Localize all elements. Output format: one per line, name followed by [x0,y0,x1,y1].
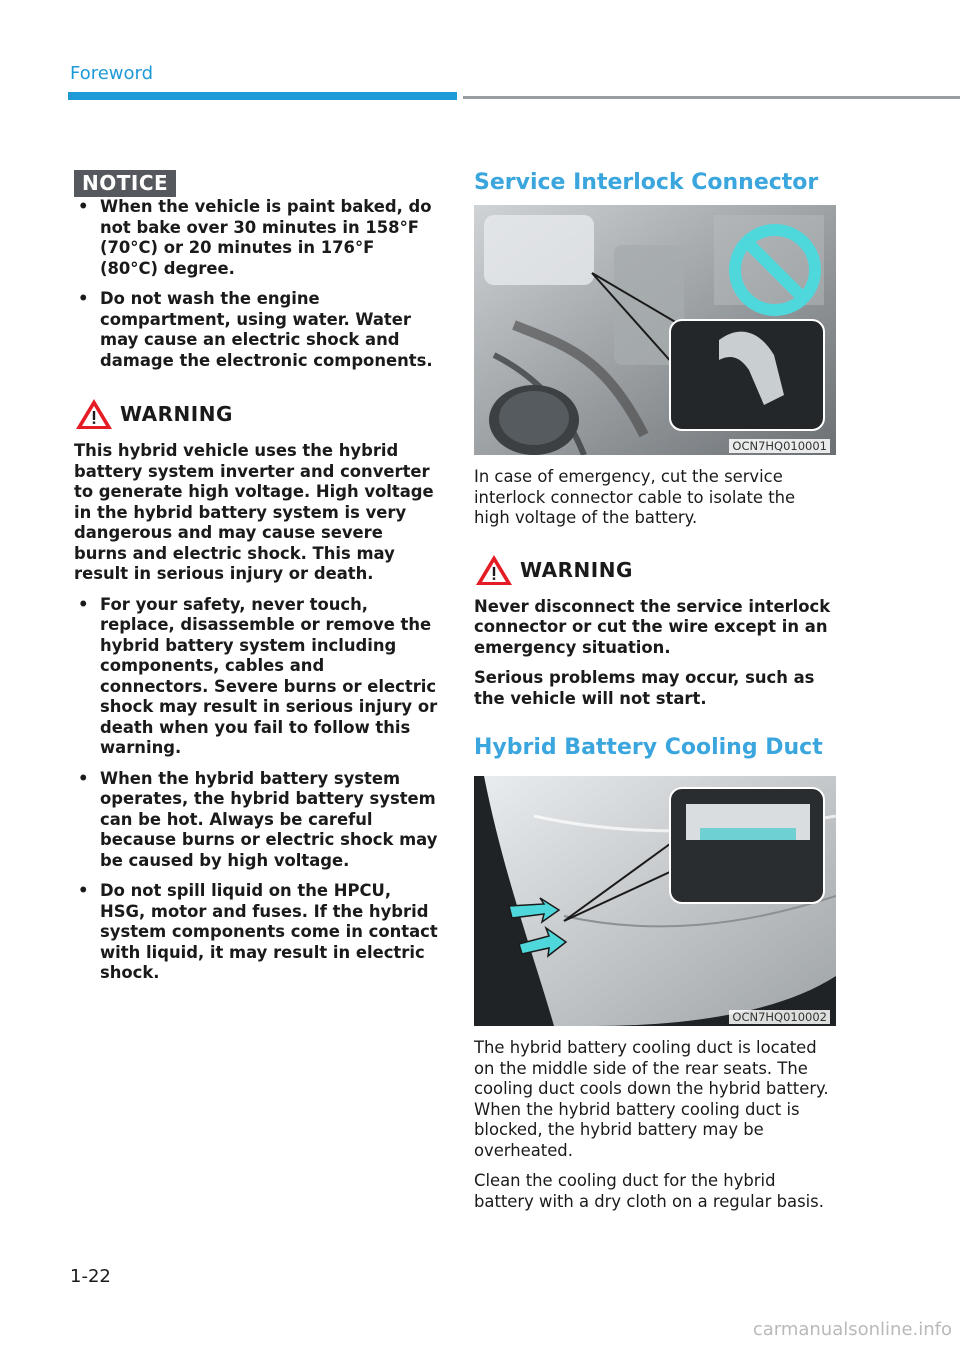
right-column [474,170,836,1222]
section-label: Foreword [70,63,154,84]
list-item: • When the vehicle is paint baked, do not bake over 30 minutes in 158°F (70°C) or 20 minutes in 176°F (80°C) degree. [78,197,432,278]
warning-triangle-icon [74,397,114,431]
figure-caption: OCN7HQ010001 [729,439,830,453]
warning-intro: This hybrid vehicle uses the hybrid battery system inverter and converter to generate high voltage. High voltage in the hybrid battery system is very dangerous and may cause severe burns and electric shock. This may result in serious injury or death. [74,441,434,583]
warning-triangle-icon [474,553,514,587]
notice-label: NOTICE [74,170,176,197]
figure-caption: OCN7HQ010002 [729,1010,830,1024]
warning-list [74,595,438,984]
warning-heading [474,553,836,587]
interlock-body: In case of emergency, cut the service interlock connector cable to isolate the high voltage of the battery. [474,467,796,527]
interlock-figure [474,205,836,455]
prohibited-icon [728,223,822,317]
header-bar-blue [68,92,457,100]
cooling-figure [474,776,836,1026]
warning-para: Serious problems may occur, such as the vehicle will not start. [474,668,815,708]
header-bar-gray [463,96,960,99]
page-number: 1-22 [70,1266,111,1287]
list-item: • Do not spill liquid on the HPCU, HSG, motor and fuses. If the hybrid system components come in contact with liquid, it may result in electric shock. [78,881,438,982]
warning-title: WARNING [120,402,233,426]
cooling-body: The hybrid battery cooling duct is located on the middle side of the rear seats. The cooling duct cools down the hybrid battery. When the hybrid battery cooling duct is blocked, the hybrid battery may be overheated. [474,1038,829,1160]
airflow-arrow-icon [504,896,574,966]
warning-heading [74,397,438,431]
interlock-title: Service Interlock Connector [474,170,819,195]
left-column [74,170,438,994]
list-item: • Do not wash the engine compartment, using water. Water may cause an electric shock and damage the electronic components. [78,289,433,370]
list-item: • When the hybrid battery system operates, the hybrid battery system can be hot. Always be careful because burns or electric shock may be caused by high voltage. [78,768,438,870]
warning-para: Never disconnect the service interlock connector or cut the wire except in an emergency situation. [474,596,831,657]
cooling-body: Clean the cooling duct for the hybrid battery with a dry cloth on a regular basis. [474,1171,824,1211]
warning-title: WARNING [520,557,633,582]
watermark: carmanualsonline.info [752,1319,952,1340]
list-item: • For your safety, never touch, replace, disassemble or remove the hybrid battery system including components, cables and connectors. Severe burns or electric shock may result in serious injury or death when you fail to follow this warning. [78,594,438,757]
notice-list [74,197,438,371]
cooling-title: Hybrid Battery Cooling Duct [474,735,823,760]
